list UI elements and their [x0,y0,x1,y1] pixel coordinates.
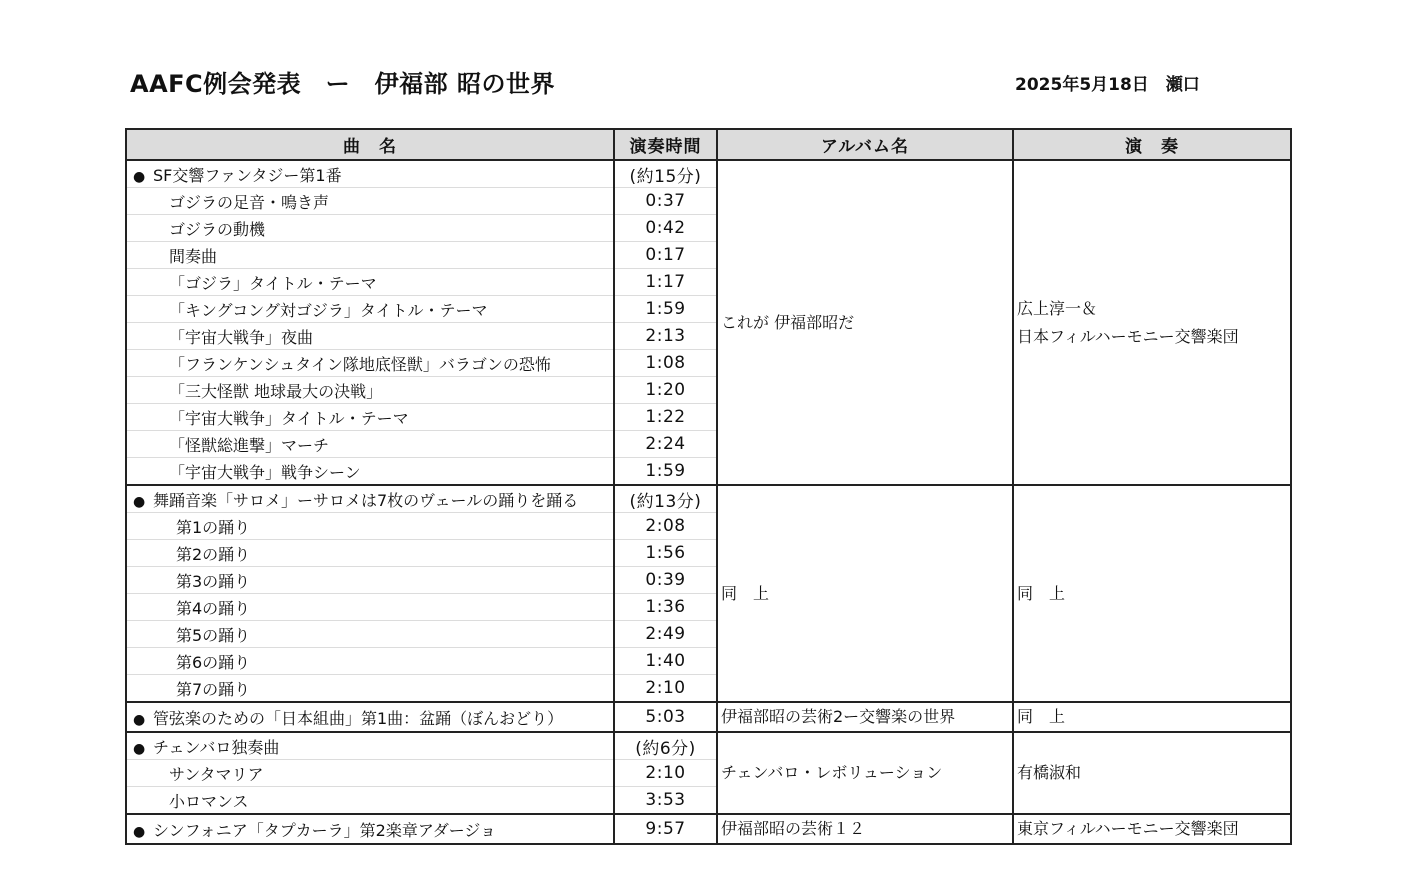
album-cell [717,732,1013,814]
movement-duration: 1:56 [614,540,717,567]
column-header-duration: 演奏時間 [614,129,717,160]
movement-duration: 2:10 [614,675,717,703]
work-duration: (約13分) [614,485,717,513]
movement-duration: 2:13 [614,323,717,350]
performer-cell [1013,814,1291,844]
movement-title: 「三大怪獣 地球最大の決戦」 [126,377,614,404]
program-body [126,160,1291,844]
album-name: 同 上 [721,583,770,603]
album-name: 伊福部昭の芸術2ー交響楽の世界 [721,707,956,726]
work-row [126,814,1291,844]
work-title: シンフォニア「タプカーラ」第2楽章アダージョ [153,820,497,840]
movement-duration: 0:39 [614,567,717,594]
movement-duration: 1:40 [614,648,717,675]
movement-duration: 2:24 [614,431,717,458]
movement-title: 「宇宙大戦争」タイトル・テーマ [126,404,614,431]
work-title: チェンバロ独奏曲 [153,737,280,757]
album-cell [717,702,1013,732]
bullet-icon: ● [133,740,146,757]
work-title-cell [126,485,614,513]
performer-line: 東京フィルハーモニー交響楽団 [1017,819,1239,838]
performer-cell [1013,732,1291,814]
movement-title: 「フランケンシュタイン隊地底怪獣」バラゴンの恐怖 [126,350,614,377]
movement-duration: 2:08 [614,513,717,540]
movement-duration: 0:17 [614,242,717,269]
work-duration: 5:03 [614,702,717,732]
movement-title: 第5の踊り [126,621,614,648]
column-header-title: 曲 名 [126,129,614,160]
movement-duration: 1:20 [614,377,717,404]
work-title-cell [126,814,614,844]
movement-title: 「宇宙大戦争」戦争シーン [126,458,614,486]
movement-title: 小ロマンス [126,787,614,815]
movement-title: 第4の踊り [126,594,614,621]
column-header-album: アルバム名 [717,129,1013,160]
performer-cell [1013,160,1291,485]
work-row [126,702,1291,732]
movement-title: 「怪獣総進撃」マーチ [126,431,614,458]
work-title: 管弦楽のための「日本組曲」第1曲：盆踊（ぼんおどり） [153,708,564,728]
work-title-cell [126,732,614,760]
movement-duration: 2:49 [614,621,717,648]
movement-duration: 1:22 [614,404,717,431]
work-title: SF交響ファンタジー第1番 [153,165,342,185]
work-row [126,732,1291,760]
performer-line: 有橋淑和 [1017,763,1082,782]
movement-title: ゴジラの動機 [126,215,614,242]
movement-title: 第3の踊り [126,567,614,594]
album-cell [717,485,1013,702]
work-title: 舞踊音楽「サロメ」ーサロメは7枚のヴェールの踊りを踊る [153,490,579,510]
work-row [126,160,1291,188]
movement-duration: 1:59 [614,458,717,486]
performer-cell [1013,702,1291,732]
bullet-icon: ● [133,168,146,185]
performer-line: 同 上 [1017,707,1066,726]
work-title-cell [126,160,614,188]
movement-duration: 1:36 [614,594,717,621]
movement-title: ゴジラの足音・鳴き声 [126,188,614,215]
column-header-performer: 演 奏 [1013,129,1291,160]
page-title: AAFC例会発表 ー 伊福部 昭の世界 [130,70,556,98]
performer-line: 広上淳一＆ [1017,298,1098,318]
movement-title: 「ゴジラ」タイトル・テーマ [126,269,614,296]
movement-title: 第2の踊り [126,540,614,567]
performer-line: 同 上 [1017,583,1066,603]
movement-duration: 1:59 [614,296,717,323]
movement-duration: 1:17 [614,269,717,296]
movement-duration: 1:08 [614,350,717,377]
bullet-icon: ● [133,493,146,510]
work-duration: 9:57 [614,814,717,844]
movement-title: 間奏曲 [126,242,614,269]
work-row [126,485,1291,513]
album-cell [717,160,1013,485]
album-name: 伊福部昭の芸術１２ [721,819,866,838]
movement-title: 第1の踊り [126,513,614,540]
work-duration: (約6分) [614,732,717,760]
movement-duration: 2:10 [614,760,717,787]
work-duration: (約15分) [614,160,717,188]
date-presenter: 2025年5月18日 瀬口 [1015,75,1200,95]
movement-title: 「宇宙大戦争」夜曲 [126,323,614,350]
album-name: チェンバロ・レボリューション [721,763,943,782]
work-title-cell [126,702,614,732]
program-table [125,128,1292,845]
album-name: これが 伊福部昭だ [721,312,855,332]
movement-title: サンタマリア [126,760,614,787]
bullet-icon: ● [133,711,146,728]
movement-title: 第6の踊り [126,648,614,675]
performer-cell [1013,485,1291,702]
movement-title: 第7の踊り [126,675,614,703]
movement-duration: 0:37 [614,188,717,215]
movement-title: 「キングコング対ゴジラ」タイトル・テーマ [126,296,614,323]
header-row [126,129,1291,160]
bullet-icon: ● [133,823,146,840]
performer-line: 日本フィルハーモニー交響楽団 [1017,326,1239,346]
movement-duration: 0:42 [614,215,717,242]
movement-duration: 3:53 [614,787,717,815]
album-cell [717,814,1013,844]
